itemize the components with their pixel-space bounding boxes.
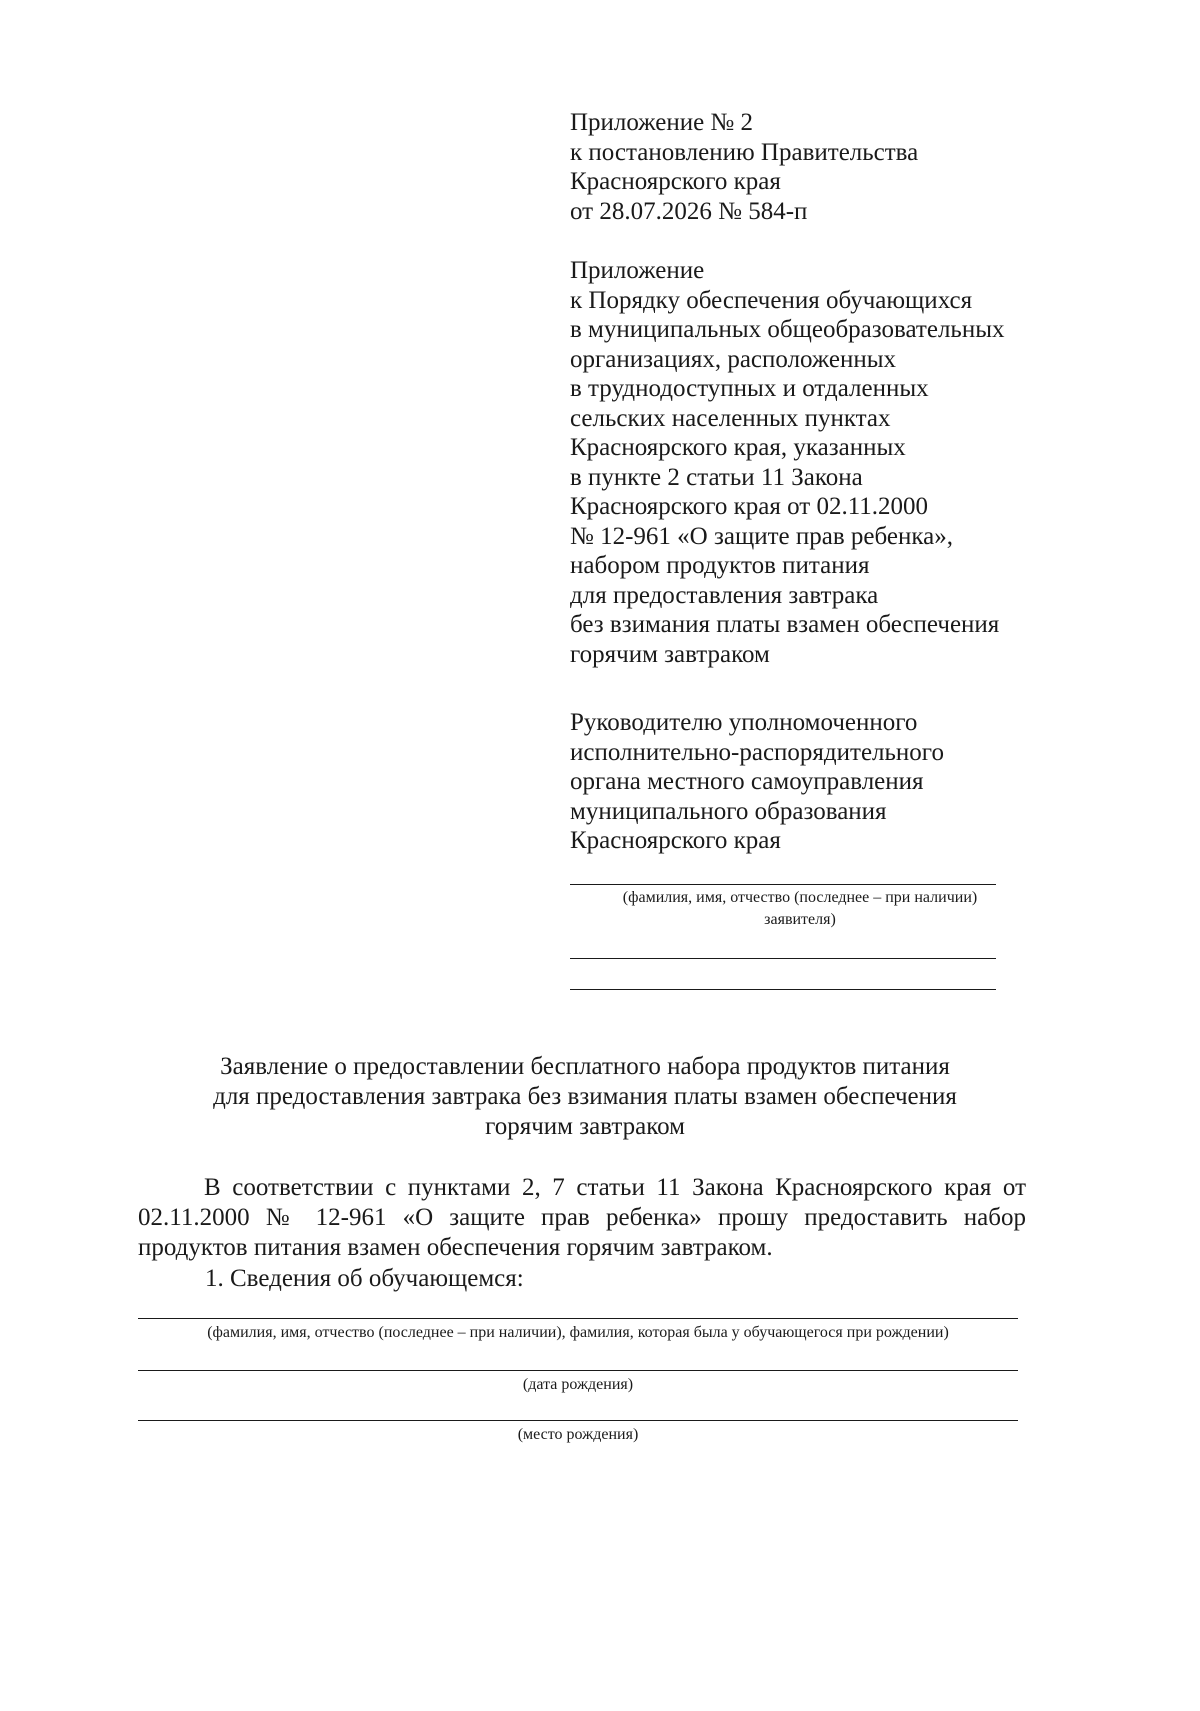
applicant-name-caption: (фамилия, имя, отчество (последнее – при наличии) заявителя)	[622, 889, 978, 928]
student-birth-place-caption: (место рождения)	[517, 1426, 639, 1443]
addressee-block: Руководителю уполномоченного исполнительно-распорядительного органа местного самоуправления муниципального образования Красноярского края	[570, 709, 944, 854]
statement-title: Заявление о предоставлении бесплатного набора продуктов питания для предоставления завтрака без взимания платы взамен обеспечения горячим завтраком	[213, 1053, 957, 1140]
applicant-extra-line-1[interactable]	[570, 958, 996, 959]
appendix-no2-header: Приложение № 2 к постановлению Правительства Красноярского края от 28.07.2026 № 584-п	[570, 109, 919, 225]
section-1-heading: 1. Сведения об обучающемся:	[205, 1265, 524, 1292]
applicant-name-line[interactable]	[570, 884, 996, 885]
statement-body-paragraph: В соответствии с пунктами 2, 7 статьи 11 Закона Красноярского края от 02.11.2000 № 12-961 «О защите прав ребенка» прошу предоставить набор продуктов питания взамен обеспечения горячим завтраком.	[138, 1174, 1026, 1261]
student-name-caption: (фамилия, имя, отчество (последнее – при наличии), фамилия, которая была у обучающегося при рождении)	[207, 1324, 949, 1341]
appendix-procedure-header: Приложение к Порядку обеспечения обучающихся в муниципальных общеобразовательных организациях, расположенных в труднодоступных и отдаленных сельских населенных пунктах Красноярского края, указанных в пункте 2 статьи 11 Закона Красноярского края от 02.11.2000 № 12-961 «О защите прав ребенка», набором продуктов питания для предоставления завтрака без взимания платы взамен обеспечения горячим завтраком	[570, 257, 1005, 668]
applicant-extra-line-2[interactable]	[570, 989, 996, 990]
student-birth-date-caption: (дата рождения)	[522, 1376, 634, 1393]
student-birth-place-line[interactable]	[138, 1420, 1018, 1421]
student-name-line[interactable]	[138, 1318, 1018, 1319]
student-birth-date-line[interactable]	[138, 1370, 1018, 1371]
